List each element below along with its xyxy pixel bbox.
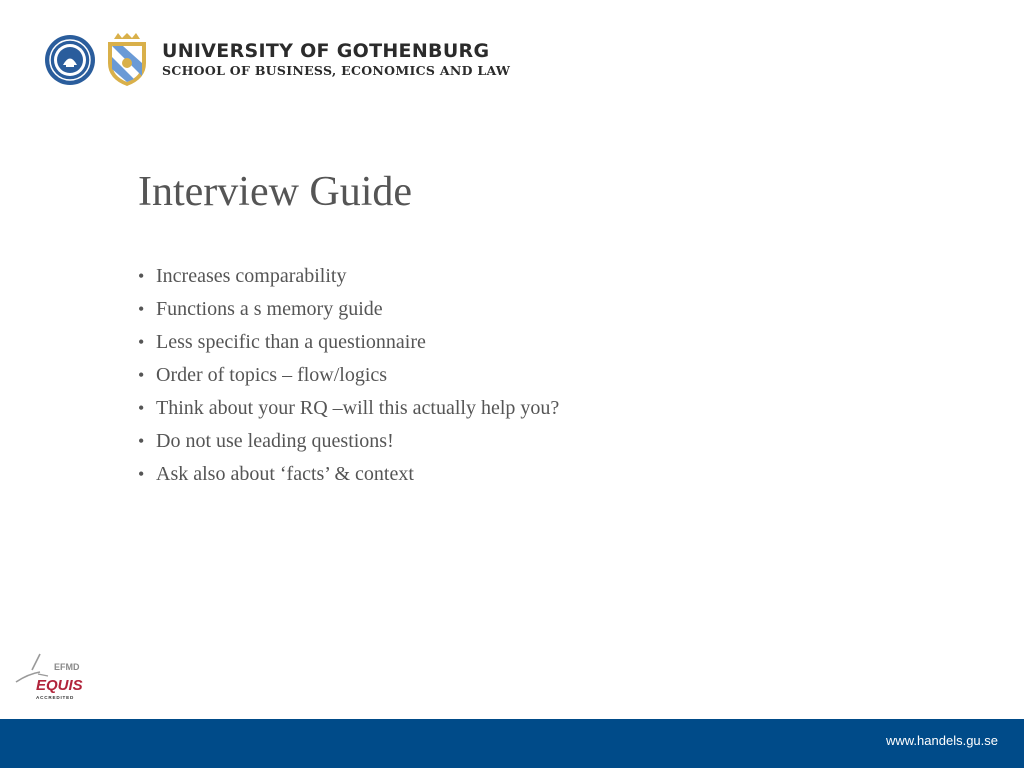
school-crest-icon bbox=[102, 33, 152, 87]
school-name: SCHOOL OF BUSINESS, ECONOMICS AND LAW bbox=[162, 63, 511, 78]
bullet-text: Functions a s memory guide bbox=[156, 298, 383, 320]
bullet-text: Less specific than a questionnaire bbox=[156, 331, 426, 353]
bullet-list bbox=[138, 260, 559, 491]
equis-org: EFMD bbox=[54, 662, 80, 672]
bullet-icon: • bbox=[138, 266, 145, 286]
footer-url: www.handels.gu.se bbox=[885, 733, 998, 748]
bullet-item bbox=[138, 293, 559, 326]
university-wordmark bbox=[162, 40, 510, 80]
bullet-text: Increases comparability bbox=[156, 265, 347, 287]
bullet-icon: • bbox=[138, 332, 145, 352]
bullet-text: Ask also about ‘facts’ & context bbox=[156, 463, 414, 485]
bullet-icon: • bbox=[138, 431, 145, 451]
bullet-item bbox=[138, 458, 559, 491]
bullet-icon: • bbox=[138, 299, 145, 319]
equis-status: ACCREDITED bbox=[36, 695, 75, 700]
bullet-item bbox=[138, 260, 559, 293]
bullet-item bbox=[138, 392, 559, 425]
equis-name: EQUIS bbox=[36, 677, 83, 694]
bullet-text: Think about your RQ –will this actually help you? bbox=[156, 397, 560, 419]
university-header bbox=[44, 32, 510, 88]
equis-accreditation-logo bbox=[14, 652, 88, 704]
slide-title: Interview Guide bbox=[138, 169, 413, 215]
footer-bar bbox=[0, 719, 1024, 768]
bullet-item bbox=[138, 326, 559, 359]
bullet-text: Order of topics – flow/logics bbox=[156, 364, 388, 386]
bullet-icon: • bbox=[138, 365, 145, 385]
bullet-item bbox=[138, 359, 559, 392]
university-name: UNIVERSITY OF GOTHENBURG bbox=[162, 40, 490, 62]
bullet-item bbox=[138, 425, 559, 458]
university-seal-icon bbox=[44, 34, 96, 86]
bullet-icon: • bbox=[138, 464, 145, 484]
bullet-icon: • bbox=[138, 398, 145, 418]
bullet-text: Do not use leading questions! bbox=[156, 430, 394, 452]
